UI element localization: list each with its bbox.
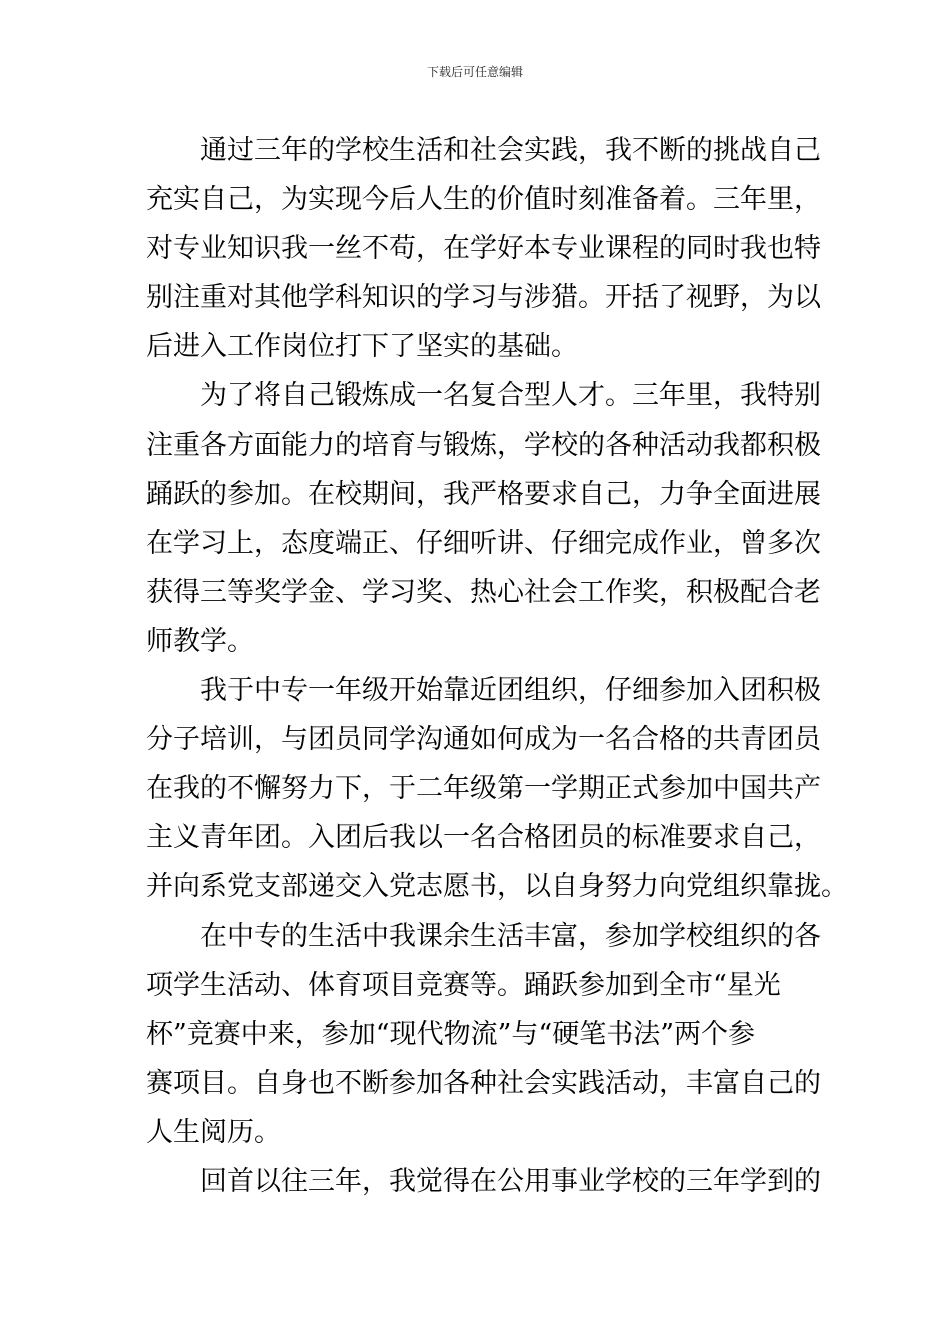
paragraph-line: 师教学。	[146, 625, 254, 657]
paragraph-line: 我于中专一年级开始靠近团组织，仔细参加入团积极	[200, 675, 821, 707]
paragraph-line: 在我的不懈努力下，于二年级第一学期正式参加中国共产	[146, 773, 821, 805]
paragraph-line: 在学习上，态度端正、仔细听讲、仔细完成作业，曾多次	[146, 527, 821, 559]
paragraph-line: 通过三年的学校生活和社会实践，我不断的挑战自己	[200, 135, 821, 166]
paragraph-line: 后进入工作岗位打下了坚实的基础。	[146, 331, 578, 363]
paragraph-line: 在中专的生活中我课余生活丰富，参加学校组织的各	[200, 920, 821, 952]
paragraph-line: 注重各方面能力的培育与锻炼，学校的各种活动我都积极	[146, 429, 821, 461]
paragraph-line: 充实自己，为实现今后人生的价值时刻准备着。三年里，	[146, 184, 821, 216]
paragraph-line: 杯”竞赛中来，参加“现代物流”与“硬笔书法”两个参	[146, 1018, 756, 1050]
paragraph	[146, 1157, 821, 1206]
paragraph-line: 获得三等奖学金、学习奖、热心社会工作奖，积极配合老	[146, 576, 821, 608]
paragraph-line: 为了将自己锻炼成一名复合型人才。三年里，我特别	[200, 380, 821, 412]
paragraph-line: 别注重对其他学科知识的学习与涉猎。开括了视野，为以	[146, 282, 821, 314]
paragraph-line: 分子培训，与团员同学沟通如何成为一名合格的共青团员	[146, 724, 821, 756]
paragraph-line: 回首以往三年，我觉得在公用事业学校的三年学到的	[200, 1165, 821, 1197]
document-body	[146, 126, 848, 1206]
paragraph-line: 主义青年团。入团后我以一名合格团员的标准要求自己，	[146, 822, 821, 854]
paragraph-line: 项学生活动、体育项目竞赛等。踊跃参加到全市“星光	[146, 969, 781, 1001]
paragraph	[146, 666, 848, 911]
paragraph-line: 对专业知识我一丝不苟，在学好本专业课程的同时我也特	[146, 233, 821, 265]
paragraph-line: 人生阅历。	[146, 1116, 281, 1148]
paragraph-line: 并向系党支部递交入党志愿书，以自身努力向党组织靠拢。	[146, 871, 848, 903]
paragraph-line: 踊跃的参加。在校期间，我严格要求自己，力争全面进展	[146, 478, 821, 510]
page-header: 下载后可任意编辑	[426, 65, 523, 79]
paragraph-line: 赛项目。自身也不断参加各种社会实践活动，丰富自己的	[146, 1067, 821, 1099]
paragraph	[146, 126, 821, 371]
paragraph	[146, 912, 821, 1157]
paragraph	[146, 371, 821, 666]
